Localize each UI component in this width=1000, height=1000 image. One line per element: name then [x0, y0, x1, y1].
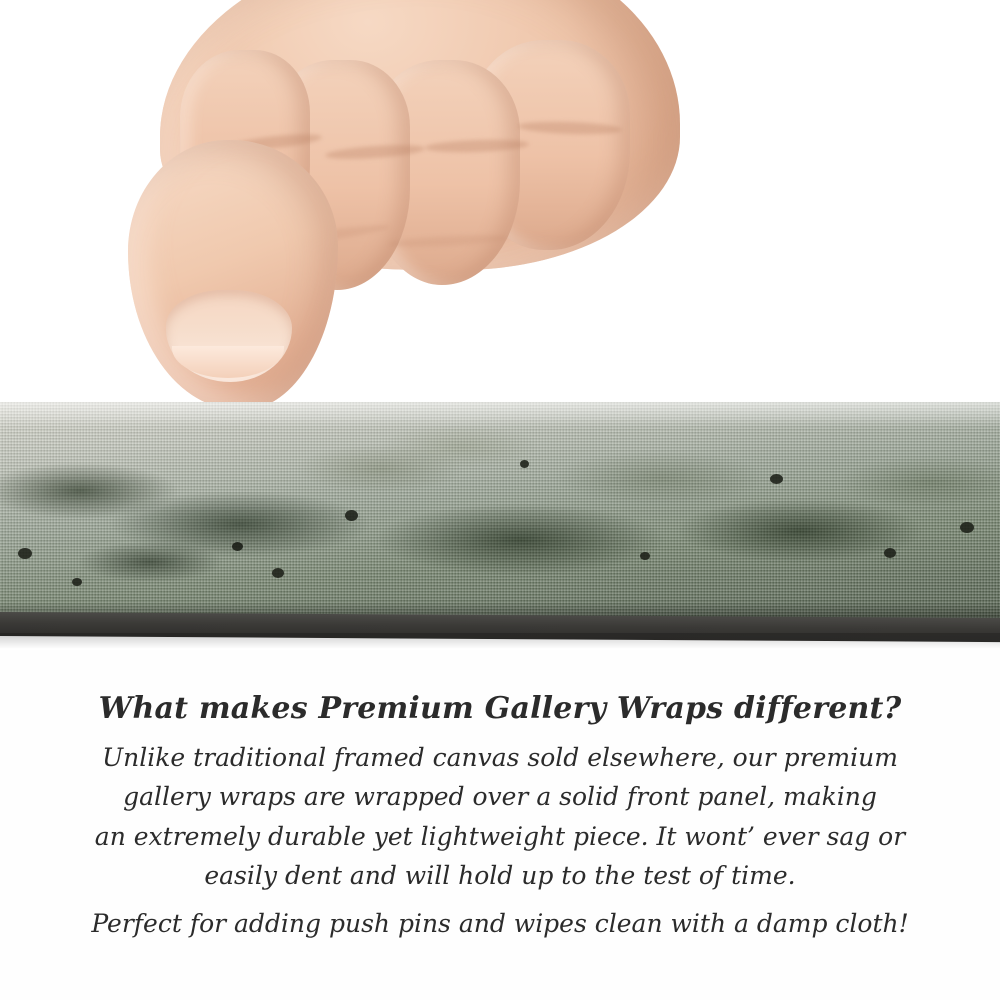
caption-line-2: gallery wraps are wrapped over a solid front panel, making — [123, 782, 877, 811]
thumbnail-tip — [172, 346, 284, 378]
caption-line-4: easily dent and will hold up to the test of time. — [204, 861, 796, 890]
caption-closing-line: Perfect for adding push pins and wipes clean with a damp cloth! — [91, 908, 909, 938]
hand-illustration — [120, 0, 680, 440]
canvas-speck — [72, 578, 82, 586]
caption-heading: What makes Premium Gallery Wraps different? — [98, 691, 902, 726]
canvas-speck — [345, 510, 358, 521]
thumb — [128, 140, 338, 410]
caption-block — [0, 690, 1000, 943]
canvas-wrap-edge — [0, 402, 1000, 624]
canvas-highlight — [0, 402, 1000, 428]
canvas-speck — [640, 552, 650, 560]
drop-shadow — [0, 633, 1000, 649]
canvas-speck — [884, 548, 896, 558]
canvas-speck — [232, 542, 243, 551]
caption-line-3: an extremely durable yet lightweight piece. It wont’ ever sag or — [94, 821, 906, 851]
canvas-speck — [770, 474, 783, 484]
canvas-speck — [18, 548, 32, 559]
canvas-speck — [520, 460, 529, 468]
canvas-speck — [960, 522, 974, 533]
canvas-speck — [272, 568, 284, 578]
caption-line-1: Unlike traditional framed canvas sold elsewhere, our premium — [102, 742, 898, 772]
